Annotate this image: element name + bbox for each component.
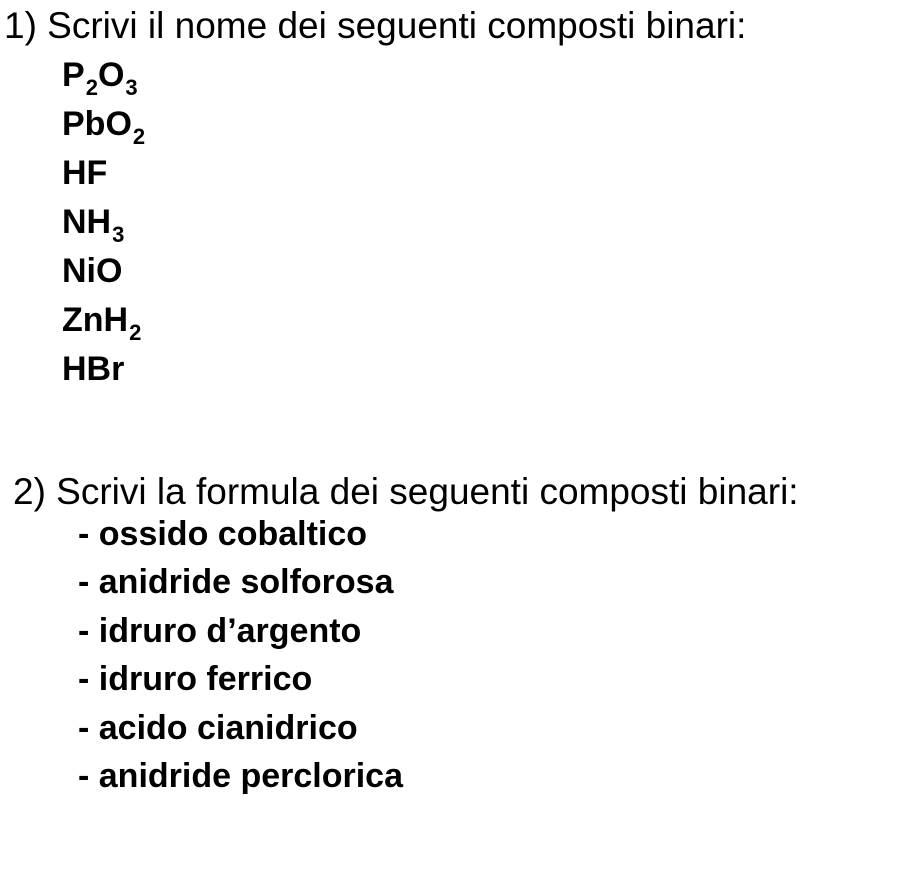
formula-symbol: NH	[62, 203, 112, 241]
formula-symbol: PbO	[62, 105, 132, 143]
compound-name-item: - idruro d’argento	[78, 611, 362, 650]
formula-symbol: HBr	[62, 350, 125, 388]
formula-subscript: 3	[125, 75, 138, 101]
formula-subscript: 2	[132, 124, 146, 150]
formula-symbol: P	[62, 56, 85, 94]
compound-name-item: - anidride perclorica	[78, 756, 403, 795]
formula-symbol: NiO	[62, 252, 123, 290]
compound-name-item: - anidride solforosa	[78, 563, 394, 602]
formula-subscript: 3	[112, 222, 125, 248]
formula-item	[62, 156, 145, 205]
formula-item	[62, 254, 145, 303]
formula-item	[62, 107, 145, 156]
formula-symbol: ZnH	[62, 301, 129, 339]
compound-name-item: - idruro ferrico	[78, 660, 313, 699]
compound-name-list	[78, 517, 403, 807]
compound-name-item: - ossido cobaltico	[78, 515, 368, 553]
compound-name-item: - acido cianidrico	[78, 708, 358, 747]
formula-subscript: 2	[129, 320, 142, 346]
question-1-title: 1) Scrivi il nome dei seguenti composti binari:	[4, 5, 747, 46]
formula-item	[62, 205, 145, 254]
question-2-title: 2) Scrivi la formula dei seguenti composti binari:	[13, 471, 799, 512]
formula-item	[62, 303, 145, 352]
formula-subscript: 2	[85, 75, 98, 101]
formula-list	[62, 58, 145, 401]
formula-symbol: O	[97, 56, 125, 94]
formula-symbol: HF	[62, 154, 108, 192]
formula-item	[62, 352, 145, 401]
formula-item	[62, 58, 145, 107]
